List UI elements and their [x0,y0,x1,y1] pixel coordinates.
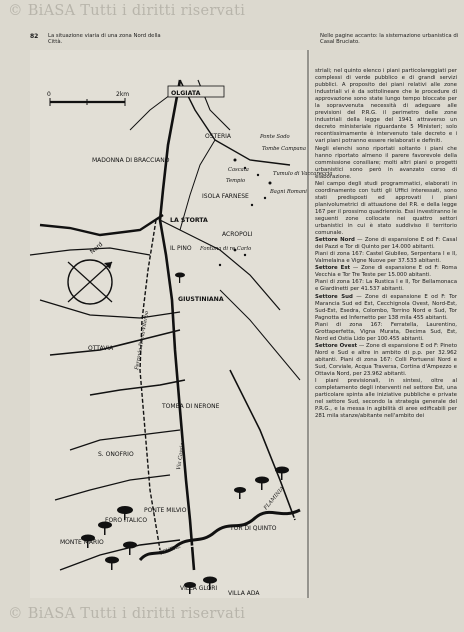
label-cascata: Cascata [228,167,249,173]
label-acropoli: ACROPOLI [222,231,253,238]
label-tempio: Tempio [226,178,246,184]
label-villa-ada: VILLA ADA [228,590,260,597]
heading-settore-nord: Settore Nord [315,237,355,244]
label-osteria: OSTERIA [205,133,232,140]
label-fontana-re-carlo: Fontana di re Carlo [200,246,252,252]
label-s-onofrio: S. ONOFRIO [98,451,134,458]
heading-settore-est: Settore Est [315,265,351,272]
scale-start: 0 [47,91,51,98]
heading-settore-ovest: Settore Ovest [315,342,358,349]
label-foro-italico: FORO ITALICO [105,517,148,524]
label-la-storta: LA STORTA [170,217,208,224]
label-tumulo: Tumulo di Vaccareccia [273,171,333,177]
scale-end: 2km [116,91,130,98]
label-isola-farnese: ISOLA FARNESE [202,193,249,200]
facing-page-caption: Nelle pagine accanto: la sistemazione urbanistica di Casal Bruciato. [320,33,459,46]
page-number: 82 [30,33,39,40]
map-caption: La situazione viaria di una zona Nord della Città. [48,33,161,46]
label-bagni-romani: Bagni Romani [270,189,307,195]
label-flaminia: FLAMINIA [262,485,286,512]
north-label: Nord [88,240,105,256]
label-monte-mario: MONTE MARIO [60,539,104,546]
heading-settore-sud: Settore Sud [315,293,353,300]
watermark-bottom: © BiASA Tutti i diritti riservati [8,606,246,622]
label-via-cassia: Via Cassia [176,442,186,471]
paragraph-1: striali; nel quinto elenco i piani particolareggiati per complessi di verde pubblico e di grandi servizi pubblici. A proposito dei piani relativi alle zone industriali vi è da sottolineare che le procedure di approvazione sono state lungo tempo bloccate per la sopravvenuta necessità di adeguare alle previsioni del P.R.G. il perimetro delle zone industriali della legge del 1941 attraverso un decreto ministeriale riguardante 5 Ministeri; solo recentissimamente è intervenuto tale decreto e i vari piani potranno essere rielaborati e definiti. [315,68,457,145]
label-ferrovia: Ferrovia Roma-Viterbo [134,310,151,371]
paragraph-2: Negli elenchi sono riportati soltanto i piani che hanno riportato almeno il parere favorevole della commissione consiliare; molti altri piani o progetti urbanistici sono però in avanzato corso di elaborazione. [315,145,457,180]
paragraph-7: Piani di zona 167: La Rustica I e II, Tor Bellamonaca e Giardinetti per 41.537 abitanti. [315,279,457,293]
label-olgiata: OLGIATA [171,90,201,97]
label-tevere: TEVERE [158,543,182,557]
label-tomba-nerone: TOMBA DI NERONE [162,403,220,410]
label-il-pino: IL PINO [170,245,192,252]
label-ottavia: OTTAVIA [88,345,114,352]
paragraph-6: Settore Est — Zone di espansione E od F: Roma Vecchia e Tor Tre Teste per 15.000 abitanti. [315,265,457,279]
paragraph-10: Settore Ovest — Zone di espansione E od F: Pineto Nord e Sud e altre in ambito di p.p. per 32.962 abitanti. Piani di zona 167: Colli Portuensi Nord e Sud, Corviale, Acqua Traversa, Cortina d'Ampezzo e Ottavia Nord, per 23.962 abitanti. [315,342,457,378]
label-ponte-milvio: PONTE MILVIO [144,507,187,514]
article-column [315,68,457,420]
label-tombe-campana: Tombe Campana [262,146,306,152]
paragraph-4: Settore Nord — Zone di espansione E od F: Casal dei Pazzi e Tor di Quinto per 14.000 abitanti. [315,237,457,251]
watermark-top: © BiASA Tutti i diritti riservati [8,3,246,19]
paragraph-8: Settore Sud — Zone di espansione E od F: Tor Marancia Sud ed Est, Cecchignola Ovest, Nord-Est, Sud-Est, Esedra, Colombo, Torrino Nord e Sud, Tor Pagnotta ed Infernetto per 138 mila 455 abitanti. [315,293,458,321]
label-ponte-sodo: Ponte Sodo [260,134,290,140]
label-giustiniana: GIUSTINIANA [178,296,224,303]
label-madonna-bracciano: MADONNA DI BRACCIANO [92,157,170,164]
paragraph-11: I piani previsionali, in sintesi, oltre al completamento degli interventi nel settore Est, una particolare spinta alle iniziative pubbliche e private nel settore Sud, secondo la strategia generale del P.R.G., e la messa in agibilità di aree edificabili per 281 mila stanze/abitante nell'ambito dei [315,378,457,420]
paragraph-3: Nel campo degli studi programmatici, elaborati in coordinamento con tutti gli Uffici interessati, sono stati predisposti ed approvati i piani planivolumetrici di attuazione del P.R. e della legge 167 per il prossimo quadriennio. Essi investiranno le seguenti zone collocate nei quattro settori urbanistici in cui è stato suddiviso il territorio comunale. [315,180,457,237]
label-tor-di-quinto: TOR DI QUINTO [230,525,277,532]
paragraph-9: Piani di zona 167: Ferratella, Laurentino, Grottaperfetta, Vigna Murata, Decima Sud, Est, Nord ed Ostia Lido per 100.455 abitanti. [315,321,457,342]
label-villa-glori: VILLA GLORI [180,585,218,592]
paragraph-5: Piani di zona 167: Castel Giubileo, Serpentara I e II, Valmelaina e Vigne Nuove per 37.533 abitanti. [315,251,457,265]
